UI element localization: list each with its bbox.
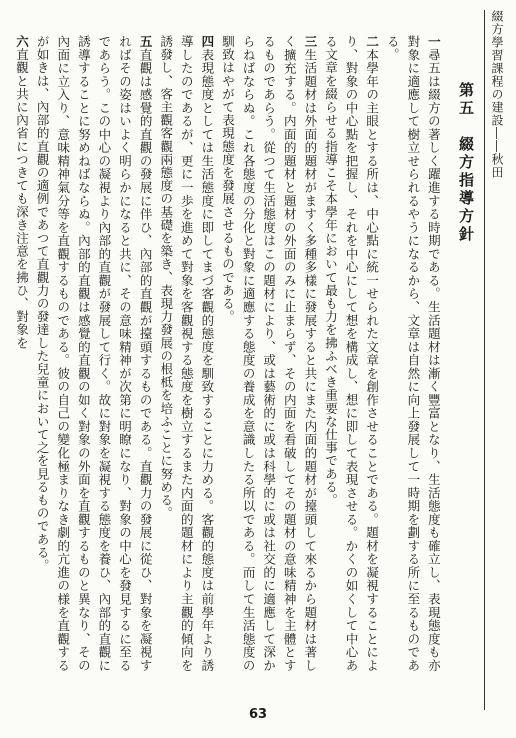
running-head: 綴方學習課程の建設――秋田	[484, 10, 506, 710]
paragraph-text: 直觀と共に內省につきても深き注意を拂ひ、對象を	[14, 48, 30, 350]
paragraph-text: 生活題材は外面的題材がますく多種多樣に發展すると共にまた内面的題材が擡頭して來るから題材は著しく擴充する。内面的題材と題材の外面のみに止まらず、その内面を看破してその題材の意味精神を主體とするものであらう。從つて生活態度はこの題材により、或は藝術的に或は科學的に或は社交的に適應して深からねばならぬ。これ各態度の分化と對象に適應する態度の養成を意識したる所以である。而して生活態度の馴致はやがて表現態度を發展させるものである。	[220, 35, 318, 672]
paragraph-4	[155, 22, 217, 672]
paragraph-6	[11, 22, 32, 672]
page-number: 63	[248, 707, 268, 722]
section-number: 第五	[457, 82, 475, 118]
paragraph-text: 表現態度としては生活態度に即してまづ客觀的態度を馴致することに力める。客觀的態度は前學年より誘導したのであるが、更に一歩を進めて對象を客觀視する態度を樹立するまた内面的題材により主觀的傾向を誘發し、客主觀客觀兩態度の基礎を築き、表現力發展の根柢を培ふことに努める。	[158, 35, 215, 672]
paragraph-number: 三	[302, 35, 318, 49]
page-text	[8, 22, 476, 672]
paragraph-text: 直觀は感覺的直觀の發展に伴ひ、內部的直觀が擡頭するものである。直觀力の發展に從ひ、對象を凝視すればその姿はいよく明らかになると共に、その意味精神が次第に明瞭になり、對象の中心を發見するに至るであらう。この中心の凝視より內部的直觀が發展して行く。故に對象を凝視する態度を養ひ、內部的直觀に誘導することに努めねばならぬ。內部的直觀は感覺的直觀の如く對象の外面を直觀するものと異なり、その內面に立入り、意味精神氣分等を直觀するものである。彼の自己の變化極まりなき劇的亢進の様を直觀するが如きは、內部的直觀の適例であつて直觀力の發達した兒童において之を見るものである。	[35, 35, 154, 672]
paragraph-number: 五	[138, 35, 154, 49]
paragraph-3	[217, 22, 320, 672]
paragraph-number: 一	[426, 35, 442, 49]
paragraph-2	[320, 22, 382, 672]
paragraph-number: 二	[364, 35, 380, 49]
paragraph-number: 四	[199, 35, 215, 49]
paragraph-number: 六	[14, 35, 30, 49]
paragraph-5	[32, 22, 156, 672]
paragraph-text: 尋五は綴方の著しく躍進する時期である。生活題材は漸く豐富となり、生活態度も確立し、表現態度も亦對象に適應して樹立せられるやうになるから、文章は自然に向上發展して一時期を劃する所に至るものである。	[385, 35, 442, 672]
section-title-text: 綴方指導方針	[457, 136, 475, 244]
paragraph-1	[382, 22, 444, 672]
section-title	[455, 22, 476, 672]
paragraph-text: 本學年の主眼とする所は、中心點に統一せられた文章を創作させることである。題材を凝視することにより、對象の中心點を把握し、それを中心にして想を構成し、想に即して表現させる。かくの如くして中心ある文章を綴らせる指導こそ本學年において最も力を拂ふべき重要な仕事である。	[323, 35, 380, 672]
